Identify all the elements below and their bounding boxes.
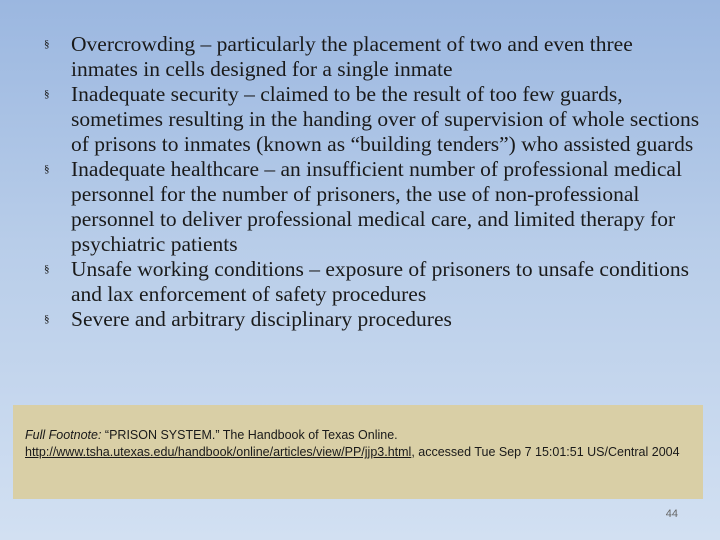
bullet-icon: § xyxy=(44,313,50,325)
bullet-text: Severe and arbitrary disciplinary procedures xyxy=(71,307,452,331)
bullet-item xyxy=(40,307,700,332)
bullet-icon: § xyxy=(44,88,50,100)
footnote-link[interactable]: http://www.tsha.utexas.edu/handbook/online/articles/view/PP/jjp3.html xyxy=(25,445,412,459)
bullet-item xyxy=(40,32,700,82)
bullet-list xyxy=(40,32,700,332)
page-number: 44 xyxy=(665,508,678,520)
bullet-item xyxy=(40,82,700,157)
bullet-text: Unsafe working conditions – exposure of prisoners to unsafe conditions and lax enforcement of safety procedures xyxy=(71,257,690,306)
bullet-icon: § xyxy=(44,263,50,275)
bullet-item xyxy=(40,257,700,307)
footnote-citation: “PRISON SYSTEM.” The Handbook of Texas Online. xyxy=(101,428,398,442)
bullet-item xyxy=(40,157,700,257)
bullet-text: Inadequate security – claimed to be the result of too few guards, sometimes resulting in the handing over of supervision of whole sections of prisons to inmates (known as “building tenders”) who assisted guards xyxy=(71,82,700,156)
bullet-icon: § xyxy=(44,38,50,50)
bullet-icon: § xyxy=(44,163,50,175)
footnote-label: Full Footnote: xyxy=(25,428,102,442)
footnote-accessed: , accessed Tue Sep 7 15:01:51 US/Central 2004 xyxy=(411,445,680,459)
bullet-text: Overcrowding – particularly the placement of two and even three inmates in cells designed for a single inmate xyxy=(71,32,633,81)
bullet-text: Inadequate healthcare – an insufficient number of professional medical personnel for the number of prisoners, the use of non-professional personnel to deliver professional medical care, and limited therapy for psychiatric patients xyxy=(71,157,682,256)
footnote-box xyxy=(13,405,703,499)
